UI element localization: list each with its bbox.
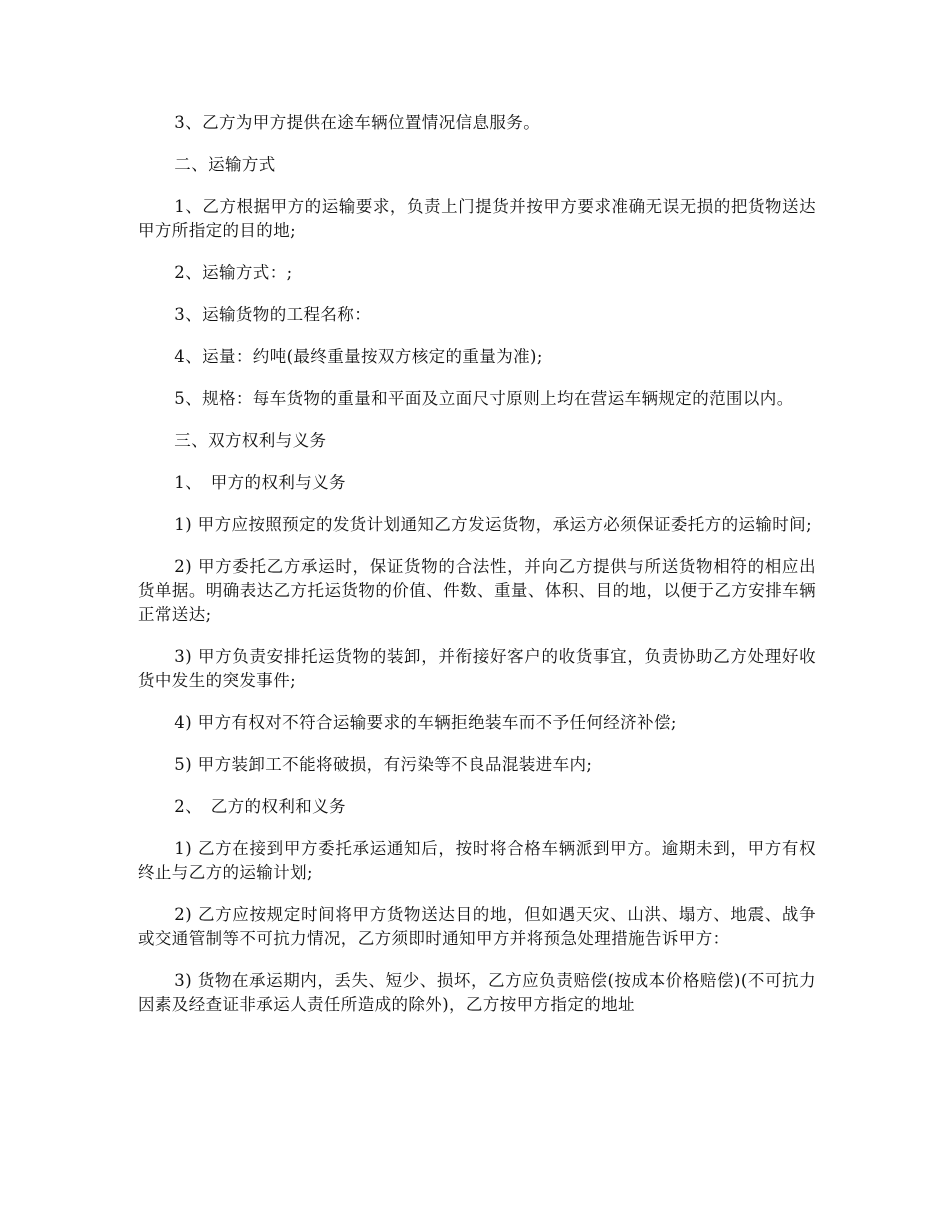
paragraph: 3) 甲方负责安排托运货物的装卸，并衔接好客户的收货事宜，负责协助乙方处理好收货中发生的突发事件; xyxy=(138,647,816,690)
paragraph: 4、运量：约吨(最终重量按双方核定的重量为准); xyxy=(174,347,543,366)
paragraph: 5) 甲方装卸工不能将破损，有污染等不良品混装进车内; xyxy=(174,755,593,774)
paragraph: 3) 货物在承运期内，丢失、短少、损坏，乙方应负责赔偿(按成本价格赔偿)(不可抗力因素及经查证非承运人责任所造成的除外)，乙方按甲方指定的地址 xyxy=(138,971,816,1014)
paragraph: 3、运输货物的工程名称： xyxy=(174,305,372,324)
paragraph: 5、规格：每车货物的重量和平面及立面尺寸原则上均在营运车辆规定的范围以内。 xyxy=(174,389,794,408)
subsection-heading: 1、 甲方的权利与义务 xyxy=(174,473,346,492)
paragraph: 1) 乙方在接到甲方委托承运通知后，按时将合格车辆派到甲方。逾期未到，甲方有权终止与乙方的运输计划; xyxy=(138,839,816,882)
document-body xyxy=(138,111,816,1035)
paragraph: 3、乙方为甲方提供在途车辆位置情况信息服务。 xyxy=(174,113,541,132)
section-heading: 三、双方权利与义务 xyxy=(174,431,327,450)
paragraph: 2、运输方式：; xyxy=(174,263,293,282)
paragraph: 1、乙方根据甲方的运输要求，负责上门提货并按甲方要求准确无误无损的把货物送达甲方所指定的目的地; xyxy=(138,197,816,240)
paragraph: 2) 甲方委托乙方承运时，保证货物的合法性，并向乙方提供与所送货物相符的相应出货单据。明确表达乙方托运货物的价值、件数、重量、体积、目的地，以便于乙方安排车辆正常送达; xyxy=(138,557,816,624)
subsection-heading: 2、 乙方的权利和义务 xyxy=(174,797,346,816)
paragraph: 1) 甲方应按照预定的发货计划通知乙方发运货物，承运方必须保证委托方的运输时间; xyxy=(174,515,813,534)
paragraph: 4) 甲方有权对不符合运输要求的车辆拒绝装车而不予任何经济补偿; xyxy=(174,713,677,732)
section-heading: 二、运输方式 xyxy=(174,155,276,174)
paragraph: 2) 乙方应按规定时间将甲方货物送达目的地，但如遇天灾、山洪、塌方、地震、战争或交通管制等不可抗力情况，乙方须即时通知甲方并将预急处理措施告诉甲方： xyxy=(138,905,816,948)
